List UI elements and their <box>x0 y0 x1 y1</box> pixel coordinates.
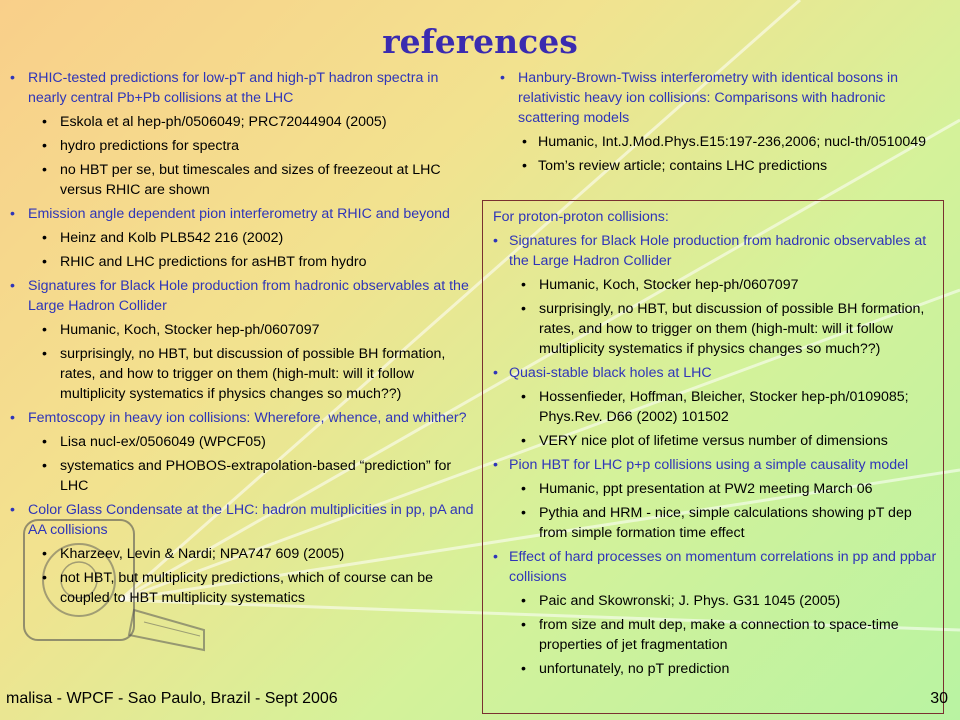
ref-subitem: • Humanic, ppt presentation at PW2 meeting March 06 <box>489 479 937 499</box>
ref-subitem: • unfortunately, no pT prediction <box>489 659 937 679</box>
ref-item: • Emission angle dependent pion interferometry at RHIC and beyond <box>4 204 478 224</box>
proton-proton-box <box>482 200 944 714</box>
ref-subitem: • systematics and PHOBOS-extrapolation-based “prediction” for LHC <box>4 456 478 496</box>
footer-credit: malisa - WPCF - Sao Paulo, Brazil - Sept 2006 <box>6 690 338 707</box>
ref-subitem: • Hossenfieder, Hoffman, Bleicher, Stocker hep-ph/0109085; Phys.Rev. D66 (2002) 101502 <box>489 387 937 427</box>
ref-subitem: • surprisingly, no HBT, but discussion of possible BH formation, rates, and how to trigger on them (high-mult: will it follow multiplicity systematics if physics changes so much??) <box>4 344 478 404</box>
pp-heading: For proton-proton collisions: <box>493 209 669 225</box>
ref-subitem: • Paic and Skowronski; J. Phys. G31 1045 (2005) <box>489 591 937 611</box>
ref-subitem: • Eskola et al hep-ph/0506049; PRC72044904 (2005) <box>4 112 478 132</box>
ref-item: • Pion HBT for LHC p+p collisions using a simple causality model <box>489 455 937 475</box>
ref-subitem: • Heinz and Kolb PLB542 216 (2002) <box>4 228 478 248</box>
ref-subitem: • Kharzeev, Levin & Nardi; NPA747 609 (2005) <box>4 544 478 564</box>
ref-subitem: • surprisingly, no HBT, but discussion of possible BH formation, rates, and how to trigger on them (high-mult: will it follow multiplicity systematics if physics changes so much??) <box>489 299 937 359</box>
ref-item: • Signatures for Black Hole production from hadronic observables at the Large Hadron Collider <box>489 231 937 271</box>
ref-item: • Effect of hard processes on momentum correlations in pp and ppbar collisions <box>489 547 937 587</box>
page-title: references <box>382 22 578 61</box>
right-column <box>494 68 940 180</box>
ref-subitem: • Humanic, Int.J.Mod.Phys.E15:197-236,2006; nucl-th/0510049 <box>494 132 940 152</box>
ref-subitem: • Lisa nucl-ex/0506049 (WPCF05) <box>4 432 478 452</box>
ref-item: • Color Glass Condensate at the LHC: hadron multiplicities in pp, pA and AA collisions <box>4 500 478 540</box>
ref-item: • Femtoscopy in heavy ion collisions: Wherefore, whence, and whither? <box>4 408 478 428</box>
ref-subitem: • from size and mult dep, make a connection to space-time properties of jet fragmentation <box>489 615 937 655</box>
ref-subitem: • hydro predictions for spectra <box>4 136 478 156</box>
ref-subitem: • no HBT per se, but timescales and sizes of freezeout at LHC versus RHIC are shown <box>4 160 478 200</box>
ref-subitem: • VERY nice plot of lifetime versus number of dimensions <box>489 431 937 451</box>
left-column <box>4 68 478 612</box>
ref-item: • Signatures for Black Hole production from hadronic observables at the Large Hadron Collider <box>4 276 478 316</box>
ref-subitem: • Tom’s review article; contains LHC predictions <box>494 156 940 176</box>
ref-item: • RHIC-tested predictions for low-pT and high-pT hadron spectra in nearly central Pb+Pb collisions at the LHC <box>4 68 478 108</box>
ref-subitem: • Pythia and HRM - nice, simple calculations showing pT dep from simple formation time effect <box>489 503 937 543</box>
ref-subitem: • Humanic, Koch, Stocker hep-ph/0607097 <box>489 275 937 295</box>
ref-subitem: • RHIC and LHC predictions for asHBT from hydro <box>4 252 478 272</box>
ref-subitem: • Humanic, Koch, Stocker hep-ph/0607097 <box>4 320 478 340</box>
slide-number: 30 <box>930 690 948 707</box>
ref-subitem: • not HBT, but multiplicity predictions, which of course can be coupled to HBT multiplicity systematics <box>4 568 478 608</box>
ref-item: • Quasi-stable black holes at LHC <box>489 363 937 383</box>
ref-item: • Hanbury-Brown-Twiss interferometry with identical bosons in relativistic heavy ion collisions: Comparisons with hadronic scattering models <box>494 68 940 128</box>
